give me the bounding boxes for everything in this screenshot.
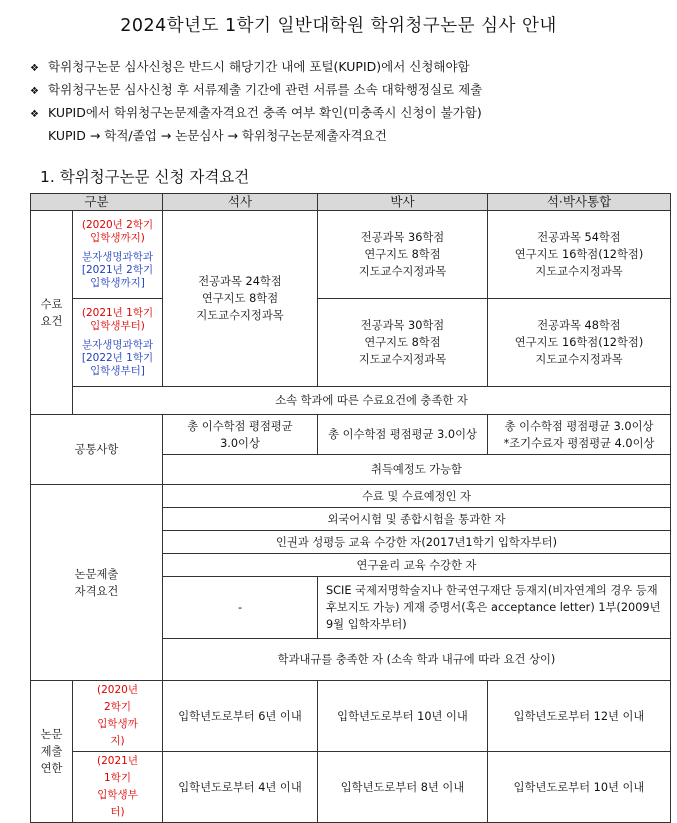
header-master: 석사 [163,194,318,211]
thesis-req: 연구윤리 교육 수강한 자 [163,554,671,577]
page-title: 2024학년도 1학기 일반대학원 학위청구논문 심사 안내 [120,16,557,36]
completion-integrated-2: 전공과목 48학점 연구지도 16학점(12학점) 지도교수지정과목 [488,299,671,387]
department-note: 분자생명과학과 [2022년 1학기 입학생부터] [81,339,154,377]
table-row [31,299,671,387]
deadline-group2: (2021년 1학기 입학생부 터) [73,752,163,823]
thesis-label: 논문제출 자격요건 [31,485,163,681]
table-row [31,211,671,299]
deadline-integrated-2: 입학년도로부터 10년 이내 [488,752,671,823]
table-row [31,415,671,455]
notice-text: 학위청구논문 심사신청은 반드시 해당기간 내에 포털(KUPID)에서 신청해야함 [48,59,470,74]
diamond-bullet-icon: ❖ [30,86,39,97]
deadline-group1: (2020년 2학기 입학생까 지) [73,681,163,752]
department-note: 분자생명과학과 [2021년 2학기 입학생까지] [81,251,154,289]
deadline-master-1: 입학년도로부터 6년 이내 [163,681,318,752]
header-phd: 박사 [318,194,488,211]
section-title: 1. 학위청구논문 신청 자격요건 [40,168,250,186]
table-row [31,752,671,823]
header-integrated: 석·박사통합 [488,194,671,211]
kupid-path: KUPID → 학적/졸업 → 논문심사 → 학위청구논문제출자격요건 [48,128,387,143]
table-row [31,681,671,752]
table-header-row [31,194,671,211]
notice-list [30,56,482,146]
thesis-req: 외국어시험 및 종합시험을 통과한 자 [163,508,671,531]
notice-item [30,79,482,102]
completion-phd-1: 전공과목 36학점 연구지도 8학점 지도교수지정과목 [318,211,488,299]
deadline-phd-1: 입학년도로부터 10년 이내 [318,681,488,752]
thesis-req: 수료 및 수료예정인 자 [163,485,671,508]
diamond-bullet-icon: ❖ [30,63,39,74]
notice-text: KUPID에서 학위청구논문제출자격요건 충족 여부 확인(미충족시 신청이 불가함) [48,105,482,120]
completion-master: 전공과목 24학점 연구지도 8학점 지도교수지정과목 [163,211,318,387]
thesis-master-dash: - [163,577,318,639]
common-phd: 총 이수학점 평점평균 3.0이상 [318,415,488,455]
deadline-master-2: 입학년도로부터 4년 이내 [163,752,318,823]
completion-phd-2: 전공과목 30학점 연구지도 8학점 지도교수지정과목 [318,299,488,387]
notice-item [30,102,482,125]
notice-text: 학위청구논문 심사신청 후 서류제출 기간에 관련 서류를 소속 대학행정실로 제출 [48,82,483,97]
cohort-label: (2021년 1학기 입학생부터) [81,307,154,332]
completion-group2 [73,299,163,387]
completion-label: 수료 요건 [31,211,73,415]
thesis-footer: 학과내규를 충족한 자 (소속 학과 내규에 따라 요건 상이) [163,639,671,681]
common-label: 공통사항 [31,415,163,485]
thesis-req-publication: SCIE 국제저명학술지나 한국연구재단 등재지(비자연계의 경우 등재후보지도 가능) 게재 증명서(혹은 acceptance letter) 1부(2009년 9월 입학자부터) [318,577,671,639]
header-category: 구분 [31,194,163,211]
deadline-label: 논문 제출 연한 [31,681,73,823]
deadline-integrated-1: 입학년도로부터 12년 이내 [488,681,671,752]
diamond-bullet-icon: ❖ [30,109,39,120]
requirements-table [30,193,671,823]
table-row [31,387,671,415]
deadline-phd-2: 입학년도로부터 8년 이내 [318,752,488,823]
common-integrated: 총 이수학점 평점평균 3.0이상 *조기수료자 평점평균 4.0이상 [488,415,671,455]
completion-footer: 소속 학과에 따른 수료요건에 충족한 자 [73,387,671,415]
cohort-label: (2020년 2학기 입학생까지) [81,219,154,244]
notice-item [30,56,482,79]
completion-integrated-1: 전공과목 54학점 연구지도 16학점(12학점) 지도교수지정과목 [488,211,671,299]
thesis-req: 인권과 성평등 교육 수강한 자(2017년1학기 입학자부터) [163,531,671,554]
table-row [31,485,671,508]
completion-group1 [73,211,163,299]
common-master: 총 이수학점 평점평균 3.0이상 [163,415,318,455]
common-footer: 취득예정도 가능함 [163,455,671,485]
